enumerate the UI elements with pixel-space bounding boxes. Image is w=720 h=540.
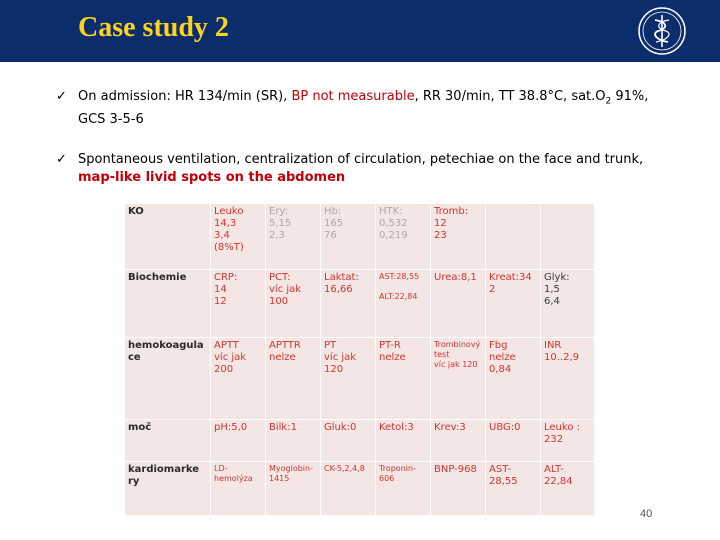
table-cell: CK-5,2,4,8	[321, 462, 376, 516]
o2-subscript: 2	[605, 96, 612, 107]
table-cell: Bilk:1	[266, 420, 321, 462]
table-cell: ALT-22,84	[541, 462, 595, 516]
table-cell: Tromb: 12 23	[431, 204, 486, 270]
table-cell: Urea:8,1	[431, 270, 486, 338]
table-cell: AST:28,55 ALT:22,84	[376, 270, 431, 338]
row-header-cell: kardiomarke ry	[125, 462, 211, 516]
table-cell: Krev:3	[431, 420, 486, 462]
checkmark-icon: ✓	[56, 152, 67, 167]
table-cell: LD- hemolýza	[211, 462, 266, 516]
table-cell: Myoglobin- 1415	[266, 462, 321, 516]
lab-results-table	[124, 203, 594, 515]
slide-title: Case study 2	[78, 12, 229, 43]
table-cell: AST-28,55	[486, 462, 541, 516]
table-cell: PT víc jak 120	[321, 338, 376, 420]
ventilation-text: Spontaneous ventilation, centralization of circulation, petechiae on the face and trunk,	[78, 152, 644, 167]
row-header-cell: KO	[125, 204, 211, 270]
row-header-cell: hemokoagula ce	[125, 338, 211, 420]
table-cell	[541, 204, 595, 270]
table-cell: Laktat: 16,66	[321, 270, 376, 338]
table-row	[125, 204, 595, 270]
table-cell: BNP-968	[431, 462, 486, 516]
table-row	[125, 338, 595, 420]
table-cell: Gluk:0	[321, 420, 376, 462]
table-cell: Glyk: 1,5 6,4	[541, 270, 595, 338]
table-cell: APTT víc jak 200	[211, 338, 266, 420]
table-row	[125, 420, 595, 462]
table-cell: Hb: 165 76	[321, 204, 376, 270]
table-cell: Leuko 14,3 3,4 (8%T)	[211, 204, 266, 270]
table-cell: Fbg nelze 0,84	[486, 338, 541, 420]
table-cell: Ery: 5,15 2,3	[266, 204, 321, 270]
table-cell: PCT: víc jak 100	[266, 270, 321, 338]
table-cell: APTTR nelze	[266, 338, 321, 420]
bp-not-measurable: BP not measurable	[291, 89, 415, 104]
table-row	[125, 270, 595, 338]
table-cell	[486, 204, 541, 270]
admission-gcs: GCS 3-5-6	[78, 111, 144, 127]
table-cell: HTK: 0,532 0,219	[376, 204, 431, 270]
admission-text-1: On admission: HR 134/min (SR),	[78, 89, 292, 104]
checkmark-icon: ✓	[56, 89, 67, 104]
row-header-cell: Biochemie	[125, 270, 211, 338]
admission-text-3: 91%,	[611, 89, 649, 104]
university-seal-icon	[637, 6, 687, 56]
table-cell: pH:5,0	[211, 420, 266, 462]
table-cell: Trombinový test víc jak 120	[431, 338, 486, 420]
page-number: 40	[640, 508, 653, 520]
row-header-cell: moč	[125, 420, 211, 462]
table-cell: INR 10..2,9	[541, 338, 595, 420]
admission-text-2: , RR 30/min, TT 38.8°C, sat.O	[414, 89, 606, 104]
table-cell: Troponin- 606	[376, 462, 431, 516]
table-cell: Leuko : 232	[541, 420, 595, 462]
livid-spots-text: map-like livid spots on the abdomen	[78, 170, 346, 185]
table-cell: UBG:0	[486, 420, 541, 462]
table-cell: Kreat:342	[486, 270, 541, 338]
table-cell: PT-R nelze	[376, 338, 431, 420]
table-cell: Ketol:3	[376, 420, 431, 462]
table-row	[125, 462, 595, 516]
header-bar	[0, 0, 720, 62]
table-cell: CRP: 14 12	[211, 270, 266, 338]
